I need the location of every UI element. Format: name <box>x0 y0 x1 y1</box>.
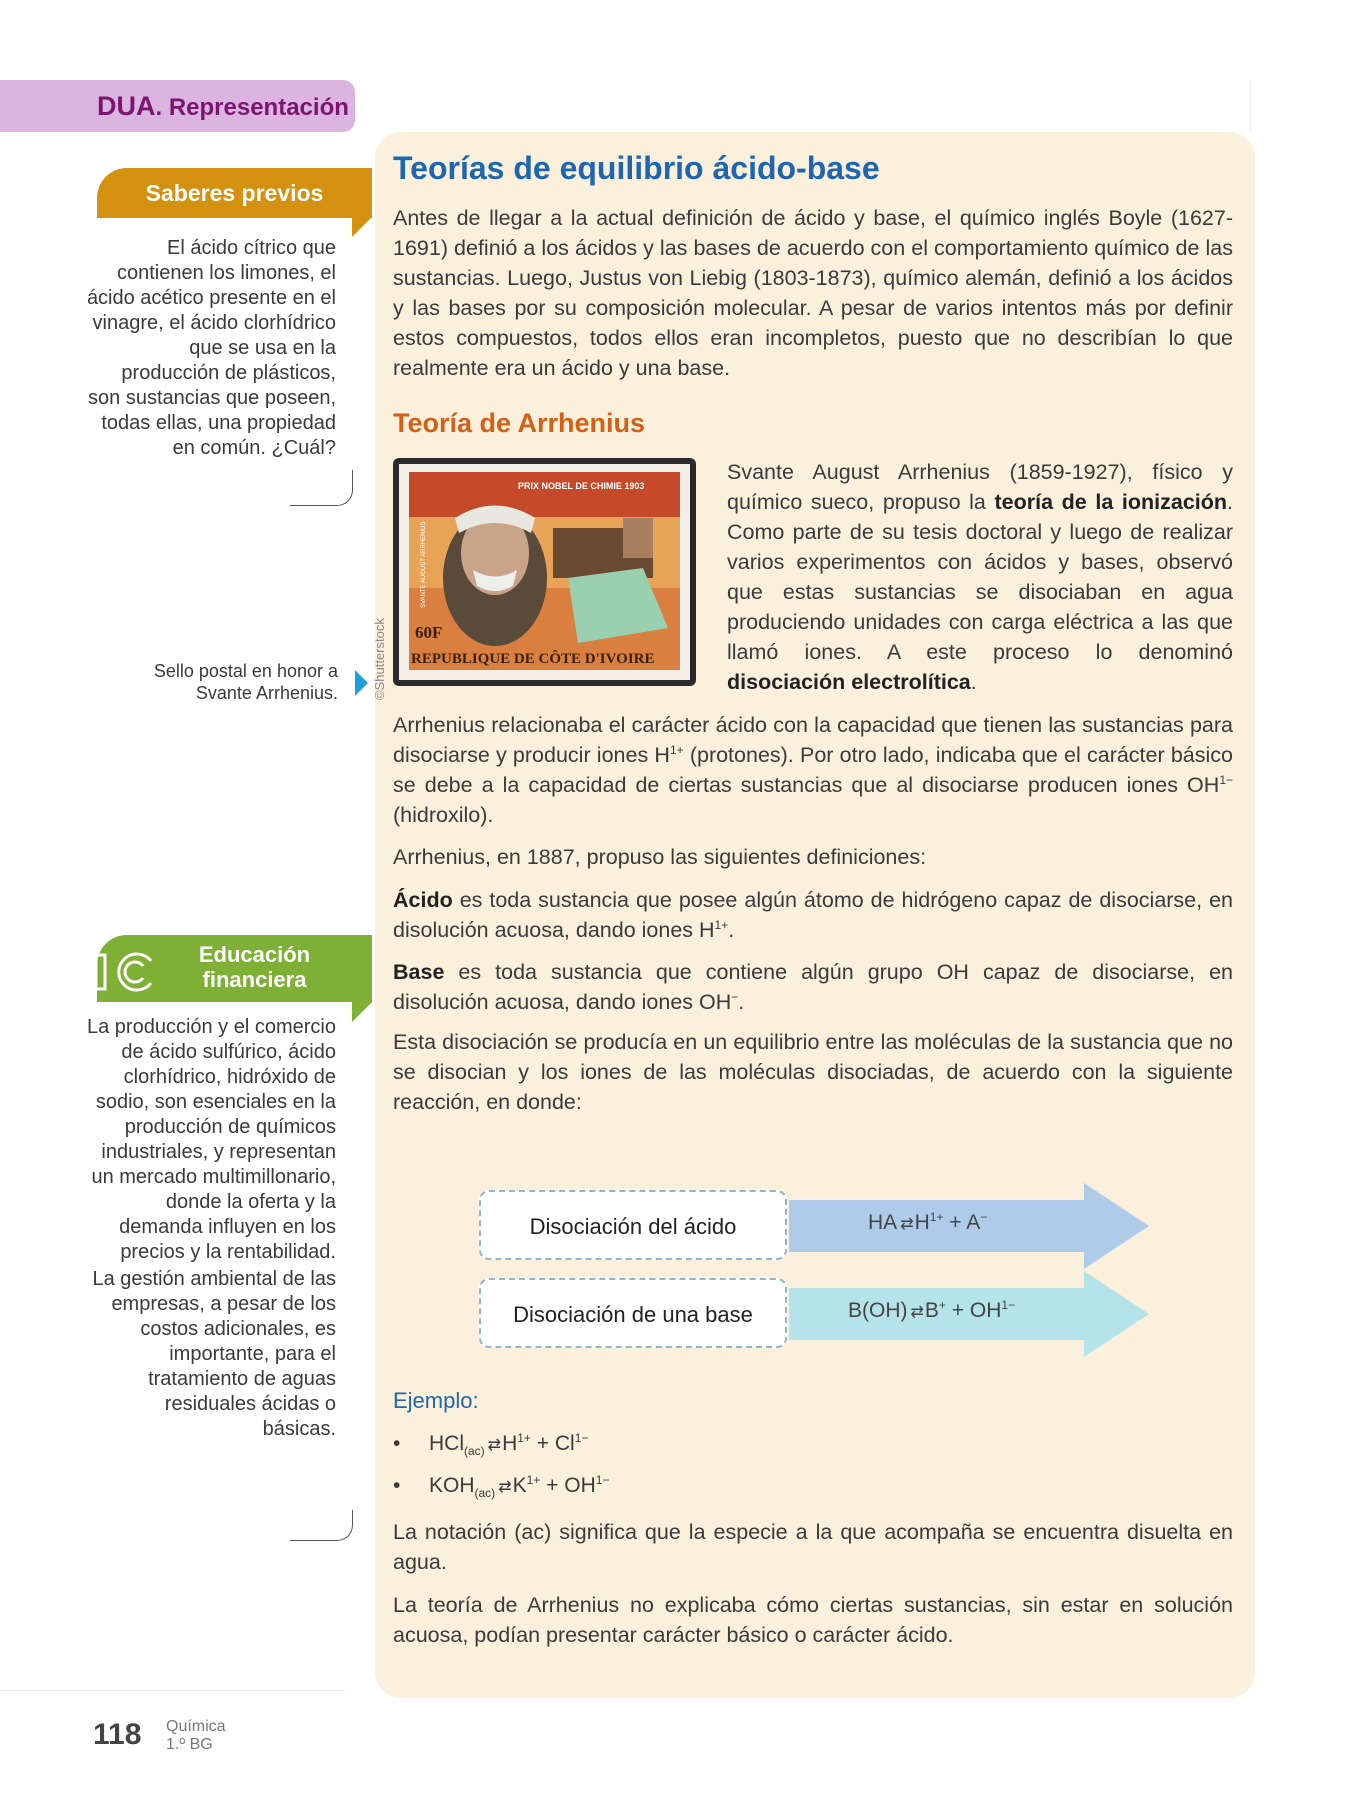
page-number: 118 <box>93 1718 142 1751</box>
intro-paragraph: Antes de llegar a la actual definición de ácido y base, el químico inglés Boyle (1627-1691) definió a los ácidos y las bases de acuerdo con el comportamiento químico de las sustancias. Luego, Justus von Liebig (1803-1873), químico alemán, definió a los ácidos y las bases por su composición molecular. A pesar de varios intentos más por definir estos compuestos, todos ellos eran incompletos, puesto que no describían lo que realmente era un ácido y una base. <box>393 206 1233 380</box>
arrhenius-definition-paragraph <box>393 710 1233 830</box>
saberes-previos-text: El ácido cítrico que contienen los limones, el ácido acético presente en el vinagre, el ácido clorhídrico que se usa en la producción de plásticos, son sustancias que poseen, todas ellas, una propiedad en común. ¿Cuál? <box>86 237 336 459</box>
arrhenius-heading: Teoría de Arrhenius <box>393 408 646 438</box>
e2-b: K <box>512 1474 527 1497</box>
base-sup: − <box>731 989 739 1004</box>
footer-divider <box>0 1690 345 1691</box>
eq1-left: HA <box>868 1211 898 1234</box>
e1-sup2: 1− <box>574 1431 589 1445</box>
e1-sup1: 1+ <box>517 1431 531 1445</box>
acid-term: Ácido <box>393 888 453 912</box>
e1-c: + Cl <box>530 1432 575 1455</box>
base-term: Base <box>393 960 445 984</box>
educacion-notch <box>352 1002 372 1022</box>
stamp-country: REPUBLIQUE DE CÔTE D'IVOIRE <box>411 651 655 667</box>
e2-c: + OH <box>540 1474 596 1497</box>
arrhenius-paragraph <box>727 457 1233 697</box>
stamp-top-text: PRIX NOBEL DE CHIMIE 1903 <box>518 481 645 491</box>
e2-a: KOH <box>429 1474 475 1497</box>
definitions-intro: Arrhenius, en 1887, propuso las siguientes definiciones: <box>393 845 927 869</box>
eq2-sup1: + <box>938 1298 946 1312</box>
e1-a: HCl <box>429 1432 464 1455</box>
equilibrium-arrows-icon: ⇄ <box>498 1479 510 1496</box>
edu-paragraph-2: La gestión ambiental de las empresas, a pesar de los costos adicionales, es importante, para el tratamiento de aguas residuales ácidas o básicas. <box>92 1268 336 1440</box>
eq2-right: B <box>924 1299 939 1322</box>
e2-sub: (ac) <box>474 1486 496 1501</box>
p2-sup-1: 1+ <box>669 742 684 757</box>
saberes-bracket <box>290 470 353 506</box>
subject-name: Química <box>166 1718 226 1735</box>
arr-text-d: . <box>970 670 977 694</box>
equilibrium-arrows-icon: ⇄ <box>910 1304 922 1321</box>
base-end: . <box>738 990 745 1014</box>
base-dissociation-box: Disociación de una base <box>479 1278 787 1348</box>
arr-text-a: Svante August Arrhenius (1859-1927), físico y químico sueco, propuso la <box>727 460 1233 514</box>
edu-title-line2: financiera <box>202 967 307 992</box>
acid-end: . <box>728 918 735 942</box>
eq2-sup2: 1− <box>1001 1298 1016 1312</box>
caption-pointer-icon <box>355 670 368 696</box>
p2-text-a: Arrhenius relacionaba el carácter ácido con la capacidad que tienen las sustancias para disociarse y producir iones H <box>393 713 1233 767</box>
page-title: Teorías de equilibrio ácido-base <box>393 150 880 186</box>
p2-text-b: (protones). Por otro lado, indicaba que el carácter básico se debe a la capacidad de ciertas sustancias que al disociarse producen iones OH <box>393 743 1233 797</box>
notation-note: La notación (ac) significa que la especie a la que acompaña se encuentra disuelta en agua. <box>393 1520 1233 1574</box>
stamp-value: 60F <box>415 623 443 642</box>
saberes-notch <box>352 217 372 237</box>
footer-subject <box>166 1718 226 1754</box>
stamp-caption: Sello postal en honor a Svante Arrhenius. <box>153 661 338 703</box>
arr-text-c: . Como parte de su tesis doctoral y luego de realizar varios experimentos con ácidos y bases, observó que estas sustancias se disociaban en agua produciendo unidades con carga eléctrica a las que llamó iones. A este proceso lo denominó <box>727 490 1233 664</box>
p2-sup-2: 1− <box>1219 772 1233 787</box>
example-item-koh <box>393 1473 610 1501</box>
arrhenius-stamp-image <box>393 458 696 686</box>
equilibrium-arrows-icon: ⇄ <box>900 1216 912 1233</box>
edu-title-line1: Educación <box>198 942 311 967</box>
eq1-plus: + A <box>943 1211 981 1234</box>
divider <box>1250 80 1251 130</box>
bullet: • <box>393 1432 401 1455</box>
stamp-side-text: SVANTE AUGUST ARRHENIUS <box>421 521 427 608</box>
ic-logo-icon <box>93 949 157 995</box>
eq2-plus: + OH <box>945 1299 1002 1322</box>
eq1-sup2: − <box>980 1210 988 1224</box>
e1-b: H <box>502 1432 518 1455</box>
base-text: es toda sustancia que contiene algún grupo OH capaz de disociarse, en disolución acuosa, dando iones OH <box>393 960 1233 1014</box>
example-label: Ejemplo: <box>393 1388 479 1413</box>
e2-sup1: 1+ <box>526 1473 541 1487</box>
eq2-left: B(OH) <box>848 1299 908 1322</box>
arr-bold-ionizacion: teoría de la ionización <box>994 490 1228 514</box>
saberes-previos-header: Saberes previos <box>97 168 372 218</box>
equilibrium-arrows-icon: ⇄ <box>487 1437 500 1454</box>
equilibrium-paragraph: Esta disociación se producía en un equilibrio entre las moléculas de la sustancia que no se disocian y los iones de las moléculas disociadas, de acuerdo con la siguiente reacción, en donde: <box>393 1030 1233 1114</box>
edu-paragraph-1: La producción y el comercio de ácido sulfúrico, ácido clorhídrico, hidróxido de sodio, son esenciales en la producción de químicos industriales, y representan un mercado multimillonario, donde la oferta y la demanda influyen en los precios y la rentabilidad. <box>86 1016 336 1263</box>
dua-label: DUA. Representación <box>97 91 349 121</box>
acid-text: es toda sustancia que posee algún átomo de hidrógeno capaz de disociarse, en disolución acuosa, dando iones H <box>393 888 1233 942</box>
acid-definition <box>393 885 1233 945</box>
educacion-financiera-text <box>86 1015 336 1442</box>
e1-sub: (ac) <box>464 1444 485 1459</box>
acid-sup: 1+ <box>714 917 729 932</box>
e2-sup2: 1− <box>595 1473 610 1487</box>
grade-name: 1.º BG <box>166 1736 213 1753</box>
educacion-bracket <box>290 1510 353 1541</box>
base-definition <box>393 957 1233 1017</box>
eq1-right: H <box>914 1211 930 1234</box>
acid-equation <box>868 1211 987 1235</box>
bullet: • <box>393 1474 401 1497</box>
example-item-hcl <box>393 1431 589 1459</box>
p2-text-c: (hidroxilo). <box>393 803 494 827</box>
limitation-note: La teoría de Arrhenius no explicaba cómo ciertas sustancias, sin estar en solución acuosa, podían presentar carácter básico o carácter ácido. <box>393 1593 1233 1647</box>
eq1-sup1: 1+ <box>929 1210 944 1224</box>
arr-bold-disociacion: disociación electrolítica <box>727 670 971 694</box>
base-equation <box>848 1299 1015 1323</box>
photo-credit: ©Shutterstock <box>372 618 387 700</box>
acid-dissociation-box: Disociación del ácido <box>479 1190 787 1260</box>
